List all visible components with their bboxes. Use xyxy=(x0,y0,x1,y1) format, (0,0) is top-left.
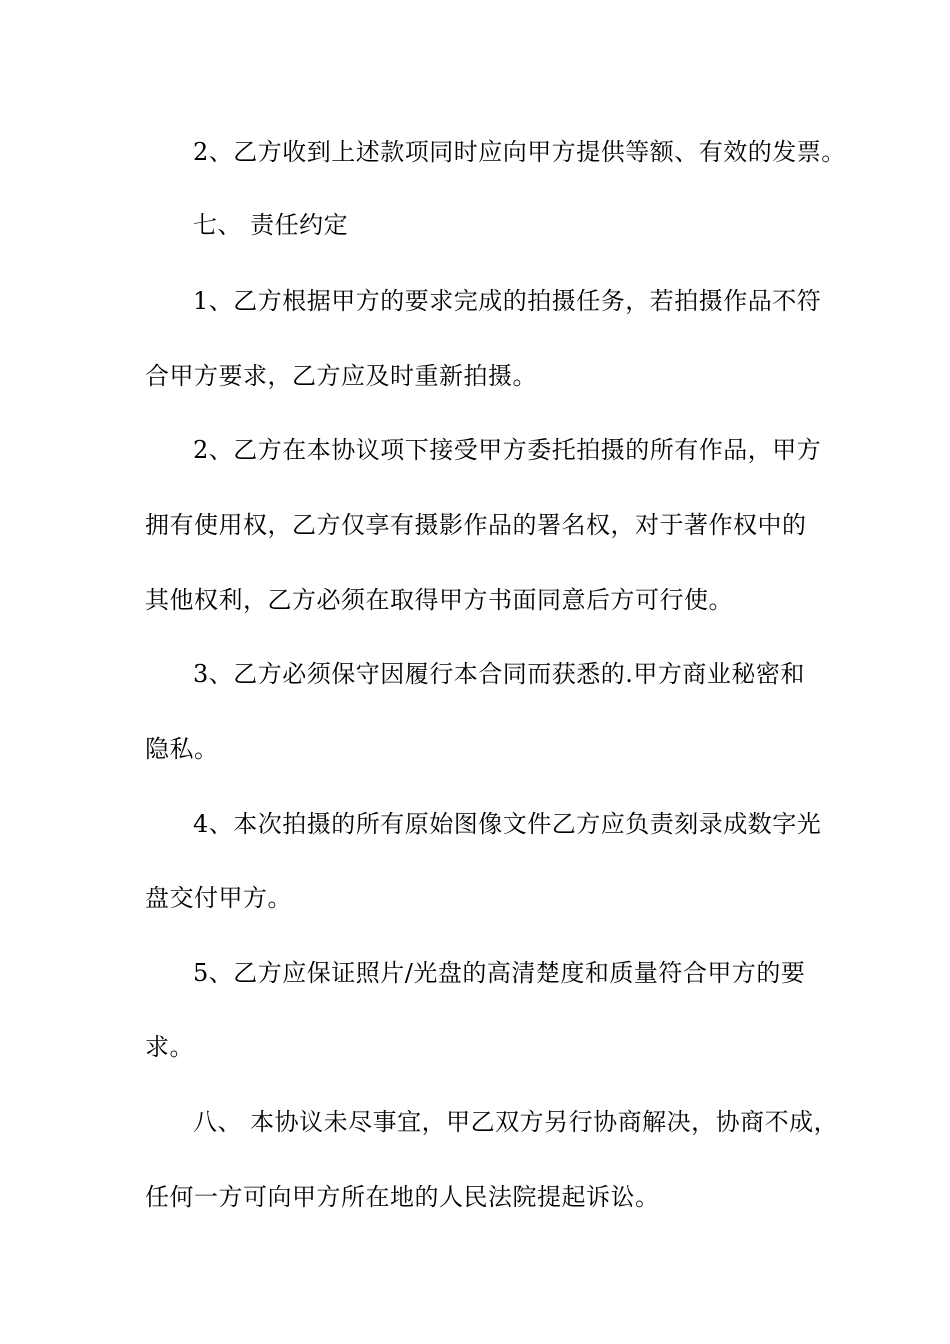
paragraph-line: 合甲方要求，乙方应及时重新拍摄。 xyxy=(145,362,537,390)
paragraph-line: 2、乙方在本协议项下接受甲方委托拍摄的所有作品，甲方 xyxy=(193,436,822,464)
paragraph-line: 5、乙方应保证照片/光盘的高清楚度和质量符合甲方的要 xyxy=(193,959,806,987)
paragraph-line: 任何一方可向甲方所在地的人民法院提起诉讼。 xyxy=(145,1183,660,1211)
paragraph-line: 4、本次拍摄的所有原始图像文件乙方应负责刻录成数字光 xyxy=(193,810,822,838)
paragraph-line: 拥有使用权，乙方仅享有摄影作品的署名权，对于著作权中的 xyxy=(145,511,807,539)
paragraph-line: 盘交付甲方。 xyxy=(145,884,292,912)
paragraph-line: 隐私。 xyxy=(145,735,219,763)
paragraph-line: 1、乙方根据甲方的要求完成的拍摄任务，若拍摄作品不符 xyxy=(193,287,822,315)
paragraph-line: 2、乙方收到上述款项同时应向甲方提供等额、有效的发票。 xyxy=(193,138,846,166)
section-heading: 七、 责任约定 xyxy=(193,211,349,239)
paragraph-line: 其他权利，乙方必须在取得甲方书面同意后方可行使。 xyxy=(145,586,733,614)
paragraph-line: 求。 xyxy=(145,1033,194,1061)
paragraph-line: 3、乙方必须保守因履行本合同而获悉的.甲方商业秘密和 xyxy=(193,660,805,688)
section-heading: 八、 本协议未尽事宜，甲乙双方另行协商解决，协商不成， xyxy=(193,1108,839,1136)
